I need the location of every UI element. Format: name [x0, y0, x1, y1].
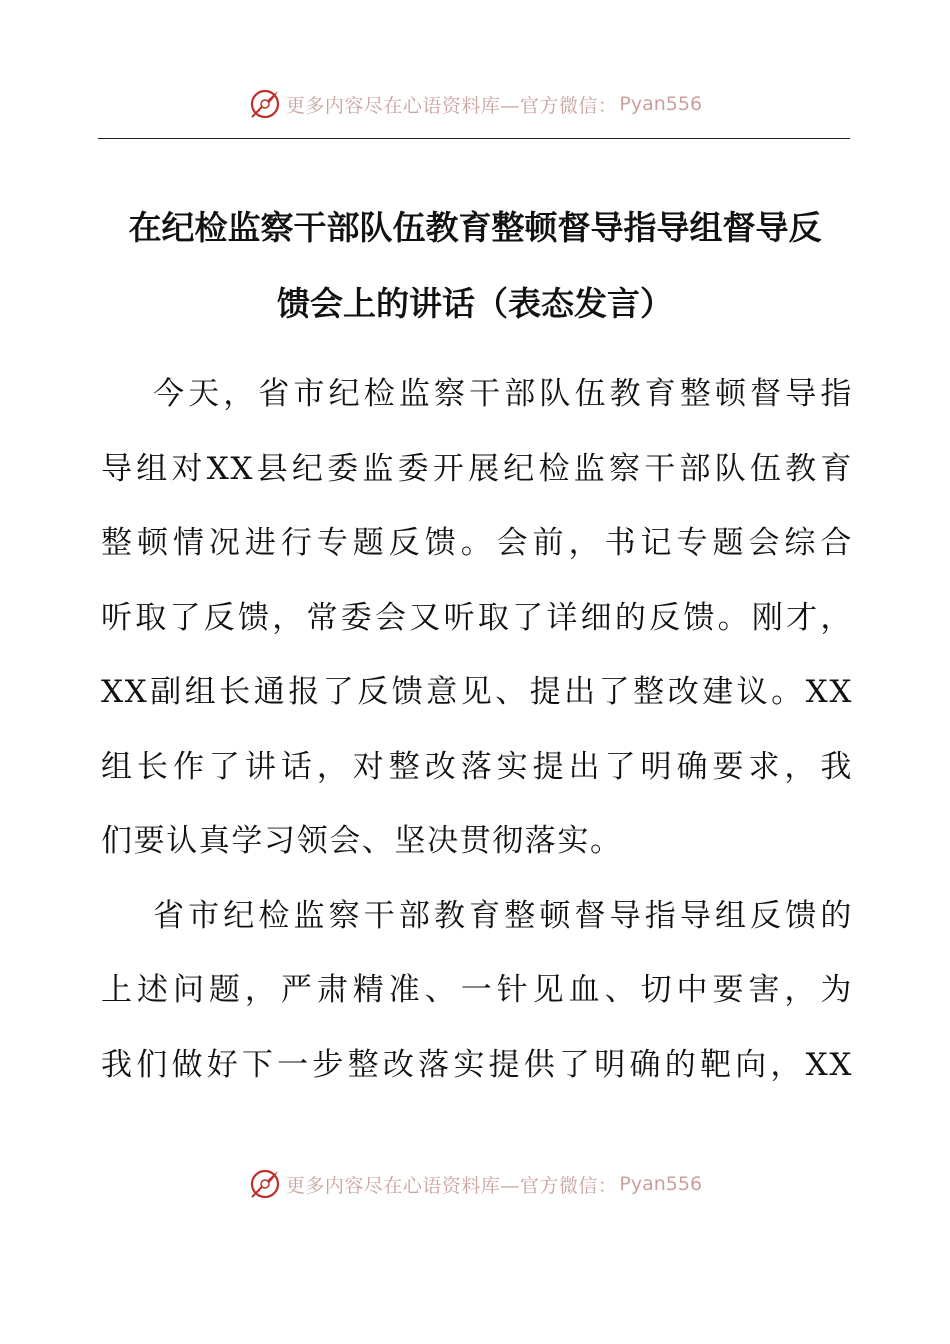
- document-title: [100, 190, 850, 342]
- text-line: 整顿情况进行专题反馈。会前，书记专题会综合: [101, 525, 853, 561]
- text-line: XX副组长通报了反馈意见、提出了整改建议。XX: [101, 674, 853, 710]
- paragraph: [101, 357, 853, 879]
- header-wechat-id: Pyan556: [619, 93, 703, 115]
- header-divider: [98, 138, 850, 139]
- document-body: [101, 357, 853, 1102]
- quill-logo-icon: [248, 87, 282, 121]
- text-line: 上述问题，严肃精准、一针见血、切中要害，为: [101, 972, 853, 1008]
- title-line: 馈会上的讲话（表态发言）: [277, 284, 673, 323]
- text-line: 省市纪检监察干部教育整顿督导指导组反馈的: [153, 897, 853, 934]
- text-line: 组长作了讲话，对整改落实提出了明确要求，我: [101, 748, 853, 785]
- footer-banner-text: 更多内容尽在心语资料库—官方微信：: [285, 1174, 618, 1197]
- text-line: 导组对XX县纪委监委开展纪检监察干部队伍教育: [101, 450, 853, 487]
- text-line: 听取了反馈，常委会又听取了详细的反馈。刚才，: [101, 599, 853, 636]
- text-line: 们要认真学习领会、坚决贯彻落实。: [101, 823, 623, 859]
- header-banner-text: 更多内容尽在心语资料库—官方微信：: [285, 94, 618, 117]
- title-line: 在纪检监察干部队伍教育整顿督导指导组督导反: [128, 208, 822, 247]
- footer-banner: [0, 1164, 950, 1204]
- text-line: 今天，省市纪检监察干部队伍教育整顿督导指: [153, 376, 853, 412]
- text-line: 我们做好下一步整改落实提供了明确的靶向，XX: [101, 1046, 853, 1083]
- header-banner: [0, 84, 950, 124]
- quill-logo-icon: [248, 1167, 282, 1201]
- footer-wechat-id: Pyan556: [619, 1173, 703, 1195]
- paragraph: [101, 879, 853, 1103]
